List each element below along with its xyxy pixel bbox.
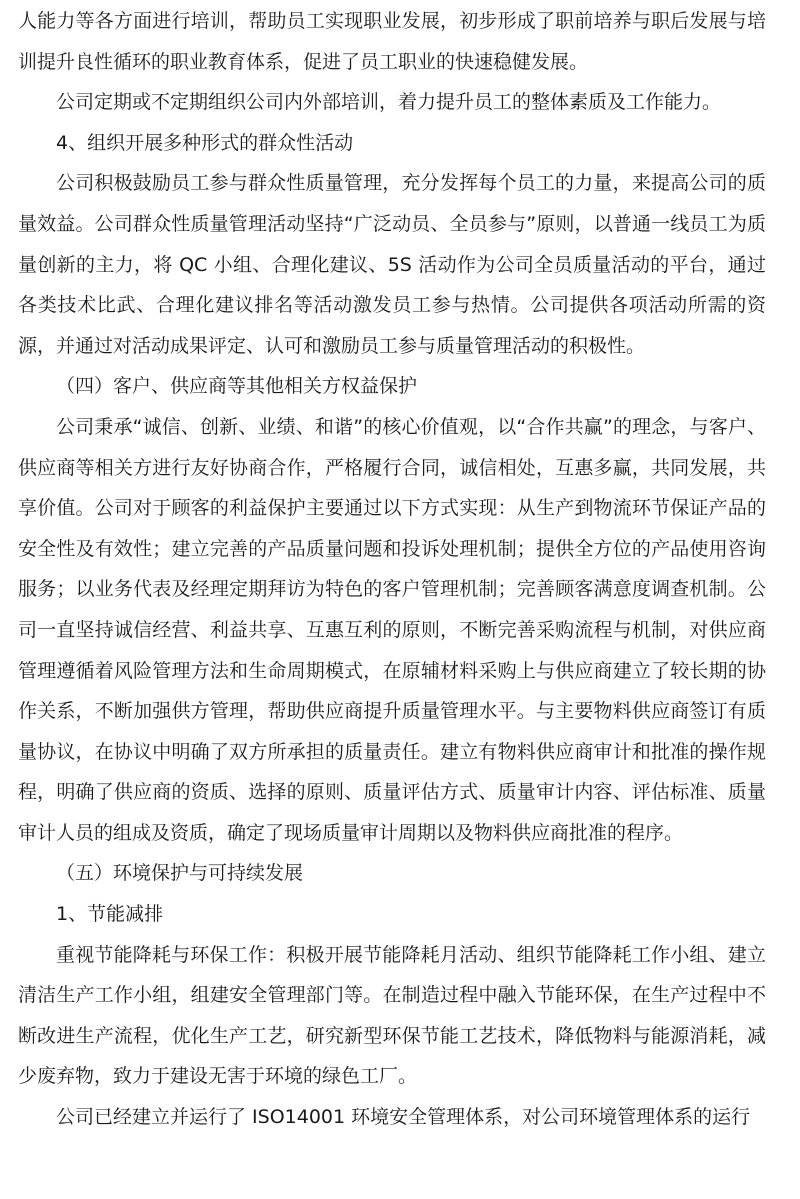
heading-energy-saving: 1、节能减排 bbox=[56, 903, 164, 926]
paragraph-training-continued: 人能力等各方面进行培训，帮助员工实现职业发展，初步形成了职前培养与职后发展与培训提升良性循环的职业教育体系，促进了员工职业的快速稳健发展。 bbox=[18, 10, 766, 73]
heading-mass-activities: 4、组织开展多种形式的群众性活动 bbox=[56, 131, 354, 154]
heading-environment-sustainability: （五）环境保护与可持续发展 bbox=[56, 862, 304, 885]
paragraph-energy-saving: 重视节能降耗与环保工作：积极开展节能降耗月活动、组织节能降耗工作小组、建立清洁生产工作小组，组建安全管理部门等。在制造过程中融入节能环保，在生产过程中不断改进生产流程，优化生产工艺，研究新型环保节能工艺技术，降低物料与能源消耗，减少废弃物，致力于建设无害于环境的绿色工厂。 bbox=[18, 943, 766, 1088]
paragraph-internal-training: 公司定期或不定期组织公司内外部培训，着力提升员工的整体素质及工作能力。 bbox=[56, 91, 722, 114]
heading-customer-supplier-rights: （四）客户、供应商等其他相关方权益保护 bbox=[56, 375, 418, 398]
paragraph-customer-supplier: 公司秉承“诚信、创新、业绩、和谐”的核心价值观，以“合作共赢”的理念，与客户、供应商等相关方进行友好协商合作，严格履行合同，诚信相处，互惠多赢，共同发展，共享价值。公司对于顾客的利益保护主要通过以下方式实现：从生产到物流环节保证产品的安全性及有效性；建立完善的产品质量问题和投诉处理机制；提供全方位的产品使用咨询服务；以业务代表及经理定期拜访为特色的客户管理机制；完善顾客满意度调查机制。公司一直坚持诚信经营、利益共享、互惠互利的原则，不断完善采购流程与机制，对供应商管理遵循着风险管理方法和生命周期模式，在原辅材料采购上与供应商建立了较长期的协作关系，不断加强供方管理，帮助供应商提升质量管理水平。与主要物料供应商签订有质量协议，在协议中明确了双方所承担的质量责任。建立有物料供应商审计和批准的操作规程，明确了供应商的资质、选择的原则、质量评估方式、质量审计内容、评估标准、质量审计人员的组成及资质，确定了现场质量审计周期以及物料供应商批准的程序。 bbox=[18, 415, 766, 844]
paragraph-quality-management: 公司积极鼓励员工参与群众性质量管理，充分发挥每个员工的力量，来提高公司的质量效益。公司群众性质量管理活动坚持“广泛动员、全员参与”原则，以普通一线员工为质量创新的主力，将 QC 小组、合理化建议、5S 活动作为公司全员质量活动的平台，通过各类技术比武、合理化建议排名等活动激发员工参与热情。公司提供各项活动所需的资源，并通过对活动成果评定、认可和激励员工参与质量管理活动的积极性。 bbox=[18, 172, 766, 357]
paragraph-iso14001: 公司已经建立并运行了 ISO14001 环境安全管理体系，对公司环境管理体系的运行 bbox=[56, 1106, 751, 1129]
